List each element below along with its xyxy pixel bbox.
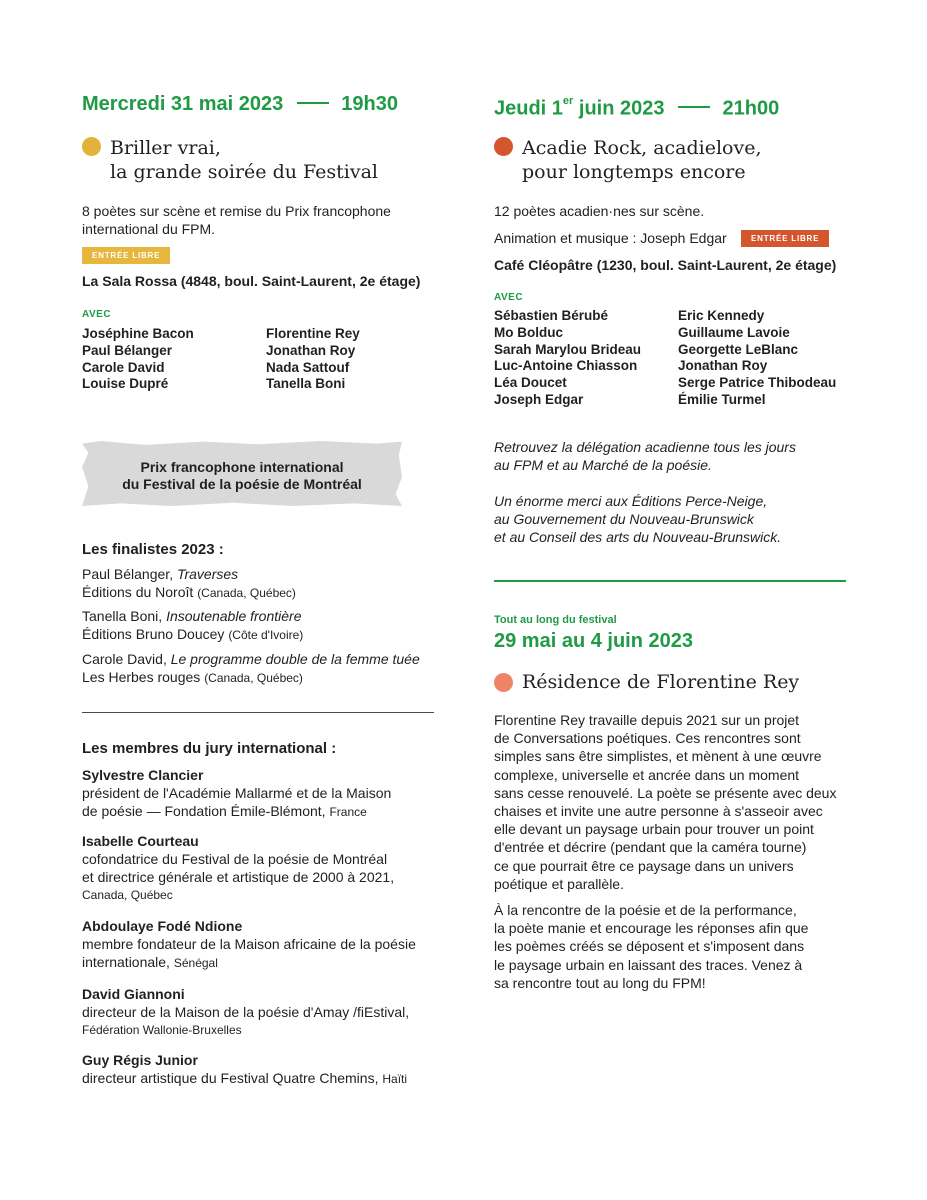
left-venue: La Sala Rossa (4848, boul. Saint-Laurent, 2e étage) — [82, 273, 421, 289]
juror-role: de poésie — Fondation Émile-Blémont, — [82, 803, 326, 819]
residency-paragraph-2 — [494, 901, 849, 992]
poet-name: Carole David — [82, 359, 165, 375]
finalist-publisher: Éditions Bruno Doucey — [82, 626, 225, 642]
paragraph-line: complexe, universelle et ancrée dans un moment — [494, 766, 800, 783]
prize-title-line1: Prix francophone international — [140, 459, 344, 475]
juror-name: David Giannoni — [82, 986, 185, 1002]
juror-country: France — [329, 805, 367, 819]
poet-name: Émilie Turmel — [678, 391, 766, 407]
left-description-line1: 8 poètes sur scène et remise du Prix francophone — [82, 203, 391, 219]
finalist-entry: Carole David, Le programme double de la femme tuée Les Herbes rouges (Canada, Québec) — [82, 651, 420, 685]
paragraph-line: sa rencontre tout au long du FPM! — [494, 974, 706, 991]
juror-country: Sénégal — [173, 956, 218, 970]
poet-name: Sarah Marylou Brideau — [494, 341, 642, 357]
juror-role: directeur artistique du Festival Quatre Chemins, — [82, 1070, 379, 1086]
residency-title: Résidence de Florentine Rey — [522, 671, 800, 693]
juror-entry — [82, 917, 452, 972]
finalist-author: Carole David — [82, 651, 163, 667]
right-avec-label: AVEC — [494, 292, 524, 303]
finalist-book-title: Traverses — [176, 566, 239, 582]
right-free-entry-badge: ENTRÉE LIBRE — [741, 230, 829, 247]
juror-country: Haïti — [382, 1072, 408, 1086]
juror-entry — [82, 985, 452, 1039]
left-description — [82, 203, 442, 238]
paragraph-line: de Conversations poétiques. Ces rencontres sont — [494, 730, 801, 747]
juror-entry — [82, 766, 452, 821]
acadian-delegation-note — [494, 438, 796, 474]
juror-entry — [82, 1051, 452, 1088]
juror-role: membre fondateur de la Maison africaine de la poésie — [82, 936, 416, 952]
juror-role: directeur de la Maison de la poésie d'Amay /fiEstival, — [82, 1004, 410, 1020]
left-poets-col1 — [82, 326, 194, 393]
right-event-title — [522, 136, 762, 184]
right-time-text: 21h00 — [722, 97, 780, 120]
poet-name: Florentine Rey — [266, 326, 360, 341]
juror-name: Abdoulaye Fodé Ndione — [82, 918, 243, 934]
juror-role: et directrice générale et artistique de 2000 à 2021, — [82, 869, 395, 885]
date-dash — [297, 102, 329, 104]
right-date-suffix: juin 2023 — [573, 97, 665, 120]
right-poets-col2 — [678, 308, 836, 409]
note-line: et au Conseil des arts du Nouveau-Brunswick. — [494, 529, 782, 545]
juror-role: internationale, — [82, 954, 170, 970]
note-line: au FPM et au Marché de la poésie. — [494, 457, 712, 473]
poet-name: Mo Bolduc — [494, 324, 563, 340]
paragraph-line: Florentine Rey travaille depuis 2021 sur un projet — [494, 712, 800, 728]
juror-name: Guy Régis Junior — [82, 1052, 198, 1068]
residency-kicker: Tout au long du festival — [494, 614, 617, 626]
juror-name: Isabelle Courteau — [82, 833, 199, 849]
poet-name: Nada Sattouf — [266, 359, 350, 375]
finalist-author: Paul Bélanger — [82, 566, 170, 582]
note-line: Retrouvez la délégation acadienne tous les jours — [494, 439, 796, 455]
finalist-entry: Paul Bélanger, Traverses Éditions du Noroît (Canada, Québec) — [82, 566, 296, 600]
juror-role: cofondatrice du Festival de la poésie de Montréal — [82, 851, 388, 867]
paragraph-line: poétique et parallèle. — [494, 875, 624, 892]
paragraph-line: d'entrée et décrire (pendant que la caméra tourne) — [494, 839, 807, 856]
poet-name: Eric Kennedy — [678, 308, 765, 323]
juror-name: Sylvestre Clancier — [82, 767, 204, 783]
left-poets-col2 — [266, 326, 360, 393]
right-venue: Café Cléopâtre (1230, boul. Saint-Laurent, 2e étage) — [494, 257, 837, 273]
finalist-origin: (Canada, Québec) — [197, 586, 296, 600]
poet-name: Joséphine Bacon — [82, 326, 194, 341]
right-event-date — [494, 92, 779, 121]
right-event-title-line1: Acadie Rock, acadielove, — [522, 137, 762, 159]
finalist-book-title: Insoutenable frontière — [166, 608, 302, 624]
left-time-text: 19h30 — [341, 93, 398, 115]
note-line: au Gouvernement du Nouveau-Brunswick — [494, 511, 754, 527]
note-line: Un énorme merci aux Éditions Perce-Neige, — [494, 493, 768, 509]
finalist-author: Tanella Boni — [82, 608, 159, 624]
residency-date: 29 mai au 4 juin 2023 — [494, 630, 693, 652]
paragraph-line: la poète manie et encourage les réponses afin que — [494, 920, 809, 937]
paragraph-line: ce que pourrait être ce paysage dans un univers — [494, 857, 794, 874]
right-green-divider — [494, 580, 846, 582]
residency-paragraph-1 — [494, 711, 849, 893]
left-event-title-line2: la grande soirée du Festival — [110, 161, 379, 183]
right-date-sup: er — [562, 95, 574, 107]
jury-heading: Les membres du jury international : — [82, 740, 337, 757]
poet-name: Paul Bélanger — [82, 342, 173, 358]
right-description-line1: 12 poètes acadien·nes sur scène. — [494, 203, 705, 219]
poet-name: Jonathan Roy — [266, 342, 356, 358]
paragraph-line: le paysage urbain en laissant des traces. Venez à — [494, 956, 803, 973]
finalist-publisher: Éditions du Noroît — [82, 584, 194, 600]
poet-name: Luc-Antoine Chiasson — [494, 358, 638, 374]
paragraph-line: À la rencontre de la poésie et de la performance, — [494, 902, 797, 918]
juror-country: Fédération Wallonie-Bruxelles — [82, 1023, 242, 1037]
left-divider — [82, 712, 434, 713]
poet-name: Léa Doucet — [494, 375, 567, 391]
juror-role: président de l'Académie Mallarmé et de la Maison — [82, 785, 392, 801]
paragraph-line: sans cesse renouvelé. La poète se présente avec deux — [494, 784, 837, 801]
left-description-line2: international du FPM. — [82, 220, 216, 237]
finalist-origin: (Canada, Québec) — [204, 671, 303, 685]
orange-dot-icon — [494, 137, 513, 156]
poet-name: Tanella Boni — [266, 376, 346, 392]
left-event-title — [110, 136, 378, 184]
left-free-entry-badge: ENTRÉE LIBRE — [82, 247, 170, 264]
finalist-entry: Tanella Boni, Insoutenable frontière Éditions Bruno Doucey (Côte d'Ivoire) — [82, 608, 304, 642]
finalist-origin: (Côte d'Ivoire) — [228, 628, 304, 642]
finalist-book-title: Le programme double de la femme tuée — [170, 651, 420, 667]
yellow-dot-icon — [82, 137, 101, 156]
left-event-title-line1: Briller vrai, — [110, 137, 221, 159]
thanks-note — [494, 492, 781, 546]
left-date-text: Mercredi 31 mai 2023 — [82, 93, 284, 115]
poet-name: Guillaume Lavoie — [678, 324, 790, 340]
finalist-publisher: Les Herbes rouges — [82, 669, 201, 685]
poet-name: Jonathan Roy — [678, 358, 768, 374]
date-dash — [678, 106, 710, 108]
prize-title — [82, 459, 402, 493]
paragraph-line: les poèmes créés se déposent et s'imposent dans — [494, 938, 805, 955]
poet-name: Sébastien Bérubé — [494, 308, 609, 323]
poet-name: Georgette LeBlanc — [678, 341, 799, 357]
paragraph-line: chaises et invite une autre personne à s'asseoir avec — [494, 803, 823, 820]
paragraph-line: simples sans être simplistes, et mènent à une œuvre — [494, 748, 822, 765]
paragraph-line: elle devant un paysage urbain pour trouver un point — [494, 821, 814, 838]
right-poets-col1 — [494, 308, 641, 409]
finalists-heading: Les finalistes 2023 : — [82, 541, 224, 558]
right-event-title-line2: pour longtemps encore — [522, 161, 746, 183]
poet-name: Serge Patrice Thibodeau — [678, 375, 837, 391]
right-description-line2: Animation et musique : Joseph Edgar — [494, 230, 727, 246]
left-avec-label: AVEC — [82, 309, 112, 320]
left-event-date — [82, 92, 398, 116]
right-date-text: Jeudi 1 — [494, 97, 563, 120]
juror-country: Canada, Québec — [82, 888, 173, 902]
prize-title-line2: du Festival de la poésie de Montréal — [122, 476, 362, 492]
juror-entry — [82, 832, 452, 904]
poet-name: Louise Dupré — [82, 376, 169, 392]
poet-name: Joseph Edgar — [494, 391, 584, 407]
salmon-dot-icon — [494, 673, 513, 692]
